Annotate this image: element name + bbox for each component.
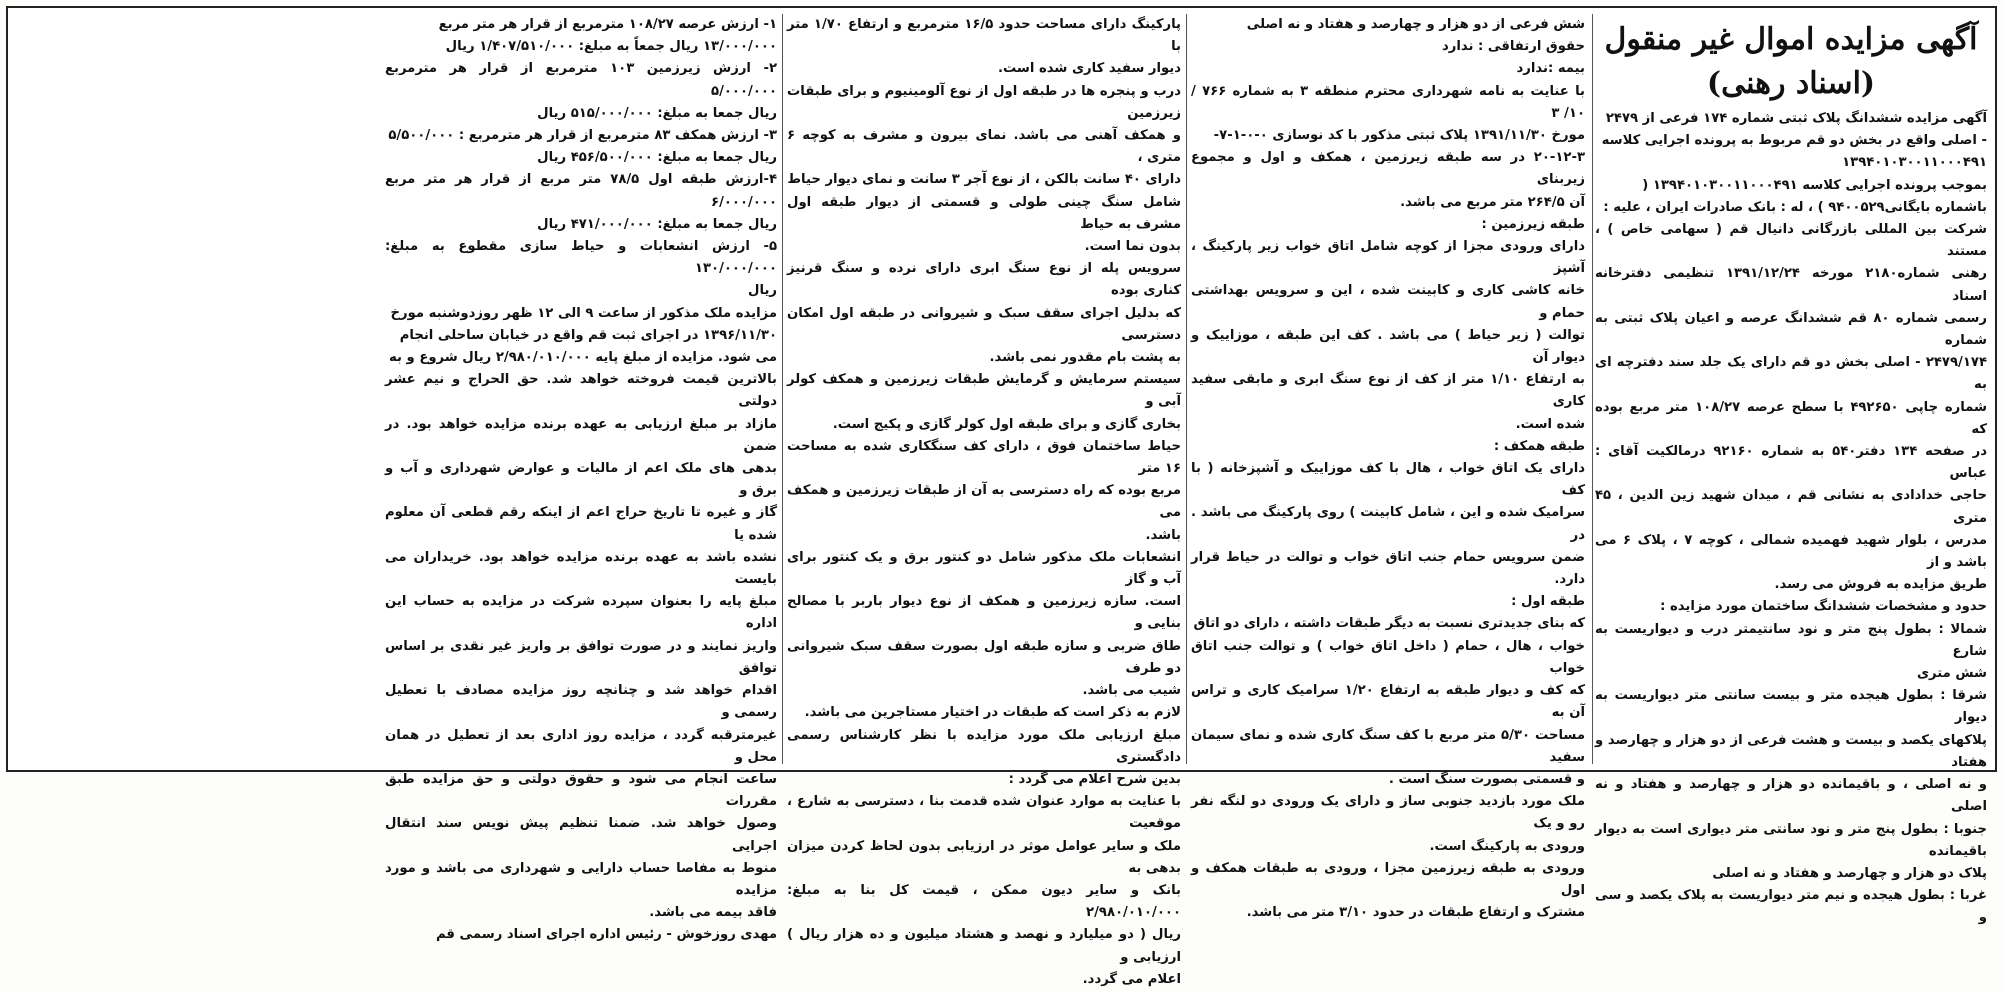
ad-title-line1: آگهی مزایده اموال غیر منقول bbox=[1604, 22, 1978, 57]
text-line: ۱۳۹۶/۱۱/۳۰ در اجرای ثبت قم واقع در خیابان ساحلی انجام bbox=[399, 327, 777, 343]
column-floors bbox=[1191, 14, 1586, 921]
text-line: ورودی به پارکینگ است. bbox=[1429, 838, 1585, 854]
column-divider bbox=[1592, 14, 1593, 764]
text-line: لازم به ذکر است که طبقات در اختیار مستاجرین می باشد. bbox=[804, 705, 1181, 721]
text-line: ریال ( دو میلیارد و نهصد و هشتاد میلیون و ده هزار ریال ) ارزیابی و bbox=[787, 927, 1181, 965]
text-line: ۴-ارزش طبقه اول ۷۸/۵ متر مربع از قرار هر متر مربع ۶/۰۰۰/۰۰۰ bbox=[385, 172, 777, 210]
text-line: حدود و مشخصات ششدانگ ساختمان مورد مزایده : bbox=[1660, 599, 1987, 615]
text-line: ریال جمعا به مبلغ: ۵۱۵/۰۰۰/۰۰۰ ریال bbox=[537, 105, 777, 121]
text-line: بالاترین قیمت فروخته خواهد شد. حق الحراج و نیم عشر دولتی bbox=[385, 372, 777, 410]
text-line: ۵- ارزش انشعابات و حیاط سازی مقطوع به مبلغ: ۱۳۰/۰۰۰/۰۰۰ bbox=[385, 239, 777, 277]
text-line: ۱۳۹۴۰۱۰۳۰۰۱۱۰۰۰۴۹۱ bbox=[1842, 155, 1987, 171]
text-line: باشماره بایگانی۹۴۰۰۵۲۹ ) ، له : بانک صادرات ایران ، علیه : bbox=[1603, 199, 1987, 215]
text-line: که کف و دیوار طبقه به ارتفاع ۱/۲۰ سرامیک کاری و تراس آن به bbox=[1191, 683, 1586, 721]
text-line: مساحت ۵/۳۰ متر مربع با کف سنگ کاری شده و نمای سیمان سفید bbox=[1191, 727, 1585, 765]
text-line: انشعابات ملک مذکور شامل دو کنتور برق و یک کنتور برای آب و گاز bbox=[787, 549, 1181, 588]
text-line: توالت ( زیر حیاط ) می باشد . کف این طبقه ، موزاییک و دیوار آن bbox=[1191, 327, 1585, 366]
text-line: بموجب پرونده اجرایی کلاسه ۱۳۹۴۰۱۰۳۰۰۱۱۰۰۰۴۹۱ ( bbox=[1642, 177, 1987, 193]
text-line: بدهی های ملک اعم از مالیات و عوارض شهرداری و آب و برق و bbox=[385, 461, 777, 499]
text-line: ورودی به طبقه زیرزمین مجزا ، ورودی به طبقات همکف و اول bbox=[1191, 860, 1585, 898]
text-line: مبلغ پایه را بعنوان سپرده شرکت در مزایده به حساب این اداره bbox=[385, 594, 777, 632]
text-line: اعلام می گردد. bbox=[1082, 971, 1181, 987]
text-line: طبقه زیرزمین : bbox=[1481, 216, 1585, 232]
text-line: مبلغ ارزیابی ملک مورد مزایده با نظر کارشناس رسمی دادگستری bbox=[787, 727, 1181, 765]
text-line: به ارتفاع ۱/۱۰ متر از کف از نوع سنگ ابری و مابقی سفید کاری bbox=[1191, 372, 1585, 410]
text-line: شرقا : بطول هیجده متر و بیست سانتی متر دیواریست به دیوار bbox=[1595, 688, 1987, 726]
column-text bbox=[1595, 108, 1987, 930]
text-line: خواب ، هال ، حمام ( داخل اتاق خواب ) و توالت جنب اتاق خواب bbox=[1191, 638, 1585, 676]
column-intro bbox=[1595, 14, 1987, 926]
text-line: و قسمتی بصورت سنگ است . bbox=[1388, 771, 1585, 787]
text-line: شامل سنگ چینی طولی و قسمتی از دیوار طبقه اول مشرف به حیاط bbox=[787, 194, 1181, 232]
text-line: و همکف آهنی می باشد. نمای بیرون و مشرف به کوچه ۶ متری ، bbox=[787, 128, 1181, 166]
text-line: بدون نما است. bbox=[1084, 239, 1181, 255]
newspaper-ad bbox=[6, 6, 1997, 987]
text-line: ۱۳/۰۰۰/۰۰۰ ریال جمعاً به مبلغ: ۱/۴۰۷/۵۱۰/۰۰۰ ریال bbox=[445, 39, 777, 55]
column-valuation bbox=[385, 14, 778, 943]
text-line: است. سازه زیرزمین و همکف از نوع دیوار باربر با مصالح بنایی و bbox=[787, 594, 1181, 632]
text-line: پارکینگ دارای مساحت حدود ۱۶/۵ مترمربع و ارتفاع ۱/۷۰ متر با bbox=[787, 17, 1181, 55]
text-line: مهدی روزخوش - رئیس اداره اجرای اسناد رسمی قم bbox=[435, 927, 777, 943]
text-line: دارای ورودی مجزا از کوچه شامل اتاق خواب زیر پارکینگ ، آشپز bbox=[1191, 239, 1585, 277]
text-line: نشده باشد به عهده برنده مزایده خواهد بود. خریداران می بایست bbox=[385, 549, 777, 588]
text-line: طریق مزایده به فروش می رسد. bbox=[1774, 577, 1987, 593]
text-line: شمالا : بطول پنج متر و نود سانتیمتر درب و دیواریست به شارع bbox=[1595, 621, 1987, 659]
text-line: شش فرعی از دو هزار و چهارصد و هفتاد و نه اصلی bbox=[1246, 17, 1585, 32]
text-line: سرامیک شده و این ، شامل کابینت ) روی پارکینگ می باشد . در bbox=[1191, 505, 1585, 543]
text-line: طاق ضربی و سازه طبقه اول بصورت سقف سبک شیروانی دو طرف bbox=[787, 638, 1181, 676]
text-line: ملک مورد بازدید جنوبی ساز و دارای یک ورودی دو لنگه نفر رو و یک bbox=[1191, 794, 1585, 832]
text-line: ۳- ارزش همکف ۸۳ مترمربع از قرار هر مترمربع : ۵/۵۰۰/۰۰۰ bbox=[388, 128, 777, 144]
text-line: حیاط ساختمان فوق ، دارای کف سنگکاری شده به مساحت ۱۶ متر bbox=[787, 438, 1181, 477]
text-line: طبقه اول : bbox=[1511, 594, 1585, 610]
text-line: ۱- ارزش عرصه ۱۰۸/۲۷ مترمربع از قرار هر متر مربع bbox=[438, 17, 777, 32]
text-line: ریال bbox=[748, 283, 777, 299]
text-line: که بدلیل اجرای سقف سبک و شیروانی در طبقه اول امکان دسترسی bbox=[787, 305, 1181, 343]
column-text bbox=[787, 14, 1181, 991]
text-line: منوط به مفاصا حساب دارایی و شهرداری می باشد و مورد مزایده bbox=[385, 860, 777, 898]
text-line: باشد. bbox=[1145, 527, 1181, 543]
text-line: غربا : بطول هیجده و نیم متر دیواریست به پلاک یکصد و سی و bbox=[1595, 888, 1987, 926]
text-line: رسمی شماره ۸۰ قم ششدانگ عرصه و اعیان پلاک ثبتی به شماره bbox=[1595, 310, 1987, 349]
text-line: ساعت انجام می شود و حقوق دولتی و حق مزایده طبق مقررات bbox=[385, 771, 777, 810]
text-line: ۲- ارزش زیرزمین ۱۰۳ مترمربع از قرار هر مترمربع ۵/۰۰۰/۰۰۰ bbox=[385, 61, 778, 99]
column-divider bbox=[782, 14, 783, 764]
text-line: ملک و سایر عوامل موثر در ارزیابی بدون لحاظ کردن میزان بدهی به bbox=[787, 838, 1181, 876]
text-line: مشترک و ارتفاع طبقات در حدود ۳/۱۰ متر می باشد. bbox=[1246, 905, 1585, 921]
text-line: درب و پنجره ها در طبقه اول از نوع آلومینیوم و برای طبقات زیرزمین bbox=[787, 83, 1181, 121]
text-line: بانک و سایر دیون ممکن ، قیمت کل بنا به مبلغ: ۲/۹۸۰/۰۱۰/۰۰۰ bbox=[787, 882, 1181, 921]
text-line: گاز و غیره تا تاریخ حراج اعم از اینکه رقم قطعی آن معلوم شده یا bbox=[385, 505, 777, 543]
text-line: می شود. مزایده از مبلغ پایه ۲/۹۸۰/۰۱۰/۰۰۰ ریال شروع و به bbox=[389, 350, 777, 366]
text-line: اقدام خواهد شد و چنانچه روز مزایده مصادف با تعطیل رسمی و bbox=[385, 683, 777, 721]
text-line: که بنای جدیدتری نسبت به دیگر طبقات داشته ، دارای دو اتاق bbox=[1193, 616, 1585, 632]
text-line: پلاک دو هزار و چهارصد و هفتاد و نه اصلی bbox=[1712, 865, 1987, 881]
text-line: مربع بوده که راه دسترسی به آن از طبقات زیرزمین و همکف می bbox=[787, 483, 1181, 521]
text-line: دارای ۴۰ سانت بالکن ، از نوع آجر ۳ سانت و نمای دیوار حیاط bbox=[787, 172, 1181, 188]
text-line: مازاد بر مبلغ ارزیابی به عهده برنده مزایده خواهد بود. در ضمن bbox=[385, 416, 777, 454]
text-line: بیمه :ندارد bbox=[1516, 61, 1585, 77]
text-line: وصول خواهد شد. ضمنا تنظیم پیش نویس سند انتقال اجرایی bbox=[385, 816, 777, 854]
text-line: غیرمترقبه گردد ، مزایده روز اداری بعد از تعطیل در همان محل و bbox=[385, 727, 777, 765]
text-line: پلاکهای یکصد و بیست و هشت فرعی از دو هزار و چهارصد و هفتاد bbox=[1595, 732, 1987, 770]
text-line: شرکت بین المللی بازرگانی دانیال قم ( سهامی خاص ) ، مستند bbox=[1595, 222, 1987, 260]
ad-title bbox=[1595, 18, 1987, 106]
text-line: حاجی خدادادی به نشانی قم ، میدان شهید زین الدین ، ۴۵ متری bbox=[1595, 488, 1987, 526]
ad-title-line2: (اسناد رهنی) bbox=[1706, 66, 1876, 101]
text-line: دیوار سفید کاری شده است. bbox=[997, 61, 1181, 77]
column-details bbox=[787, 14, 1181, 987]
text-line: ۲۴۷۹/۱۷۴ - اصلی بخش دو قم دارای یک جلد سند دفترچه ای به bbox=[1595, 355, 1987, 393]
text-line: دارای یک اتاق خواب ، هال با کف موزاییک و آشپزخانه ( با کف bbox=[1191, 461, 1585, 499]
text-line: با عنایت به موارد عنوان شده قدمت بنا ، دسترسی به شارع ، موقعیت bbox=[787, 794, 1181, 832]
text-line: مدرس ، بلوار شهید فهمیده شمالی ، کوچه ۷ ، پلاک ۶ می باشد و از bbox=[1595, 532, 1987, 571]
text-line: ۲۰-۱۲-۳ در سه طبقه زیرزمین ، همکف و اول و مجموع زیربنای bbox=[1191, 150, 1585, 188]
text-line: آن ۲۶۴/۵ متر مربع می باشد. bbox=[1400, 194, 1585, 210]
text-line: رهنی شماره۲۱۸۰ مورخه ۱۳۹۱/۱۲/۲۴ تنظیمی دفترخانه اسناد bbox=[1595, 266, 1987, 304]
column-text bbox=[385, 14, 777, 947]
text-line: فاقد بیمه می باشد. bbox=[649, 905, 777, 921]
text-line: شماره چاپی ۴۹۲۶۵۰ با سطح عرصه ۱۰۸/۲۷ متر مربع بوده که bbox=[1595, 399, 1987, 437]
column-text bbox=[1191, 14, 1585, 924]
text-line: بدین شرح اعلام می گردد : bbox=[1008, 771, 1181, 787]
column-divider bbox=[1186, 14, 1187, 764]
text-line: جنوبا : بطول پنج متر و نود سانتی متر دیواری است به دیوار باقیمانده bbox=[1595, 821, 1987, 859]
text-line: مزایده ملک مذکور از ساعت ۹ الی ۱۲ ظهر روزدوشنبه مورخ bbox=[390, 305, 777, 321]
text-line: سرویس پله از نوع سنگ ابری دارای نرده و سنگ قرنیز کناری بوده bbox=[787, 261, 1181, 299]
text-line: ضمن سرویس حمام جنب اتاق خواب و توالت در حیاط قرار دارد. bbox=[1191, 549, 1585, 588]
text-line: طبقه همکف : bbox=[1493, 438, 1585, 454]
text-line: آگهی مزایده ششدانگ پلاک ثبتی شماره ۱۷۴ فرعی از ۲۴۷۹ bbox=[1605, 111, 1987, 126]
text-line: ریال جمعا به مبلغ: ۴۵۶/۵۰۰/۰۰۰ ریال bbox=[537, 150, 777, 166]
text-line: بخاری گازی و برای طبقه اول کولر گازی و پکیج است. bbox=[832, 416, 1181, 432]
text-line: واریز نمایند و در صورت توافق بر واریز غیر نقدی بر اساس توافق bbox=[385, 638, 777, 676]
text-line: با عنایت به نامه شهرداری محترم منطقه ۳ به شماره ۷۶۶ /۱۰/ ۳ bbox=[1191, 83, 1585, 121]
text-line: - اصلی واقع در بخش دو قم مربوط به پرونده اجرایی کلاسه bbox=[1601, 133, 1987, 149]
text-line: سیستم سرمایش و گرمایش طبقات زیرزمین و همکف کولر آبی و bbox=[787, 372, 1181, 410]
text-line: شده است. bbox=[1515, 416, 1585, 432]
text-line: شش متری bbox=[1916, 666, 1987, 682]
text-line: شیب می باشد. bbox=[1082, 683, 1181, 699]
text-line: در صفحه ۱۳۴ دفتر۵۴۰ به شماره ۹۲۱۶۰ درمالکیت آقای : عباس bbox=[1595, 444, 1987, 482]
text-line: و نه اصلی ، و باقیمانده دو هزار و چهارصد و هفتاد و نه اصلی bbox=[1595, 777, 1987, 815]
text-line: ریال جمعا به مبلغ: ۴۷۱/۰۰۰/۰۰۰ ریال bbox=[537, 216, 777, 232]
text-line: مورخ ۱۳۹۱/۱۱/۳۰ پلاک ثبتی مذکور با کد نوسازی ۰-۰-۱-۷- bbox=[1213, 128, 1585, 144]
text-line: حقوق ارتفاقی : ندارد bbox=[1441, 39, 1585, 55]
text-line: به پشت بام مقدور نمی باشد. bbox=[989, 350, 1181, 366]
text-line: خانه کاشی کاری و کابینت شده ، این و سرویس بهداشتی حمام و bbox=[1191, 283, 1585, 321]
